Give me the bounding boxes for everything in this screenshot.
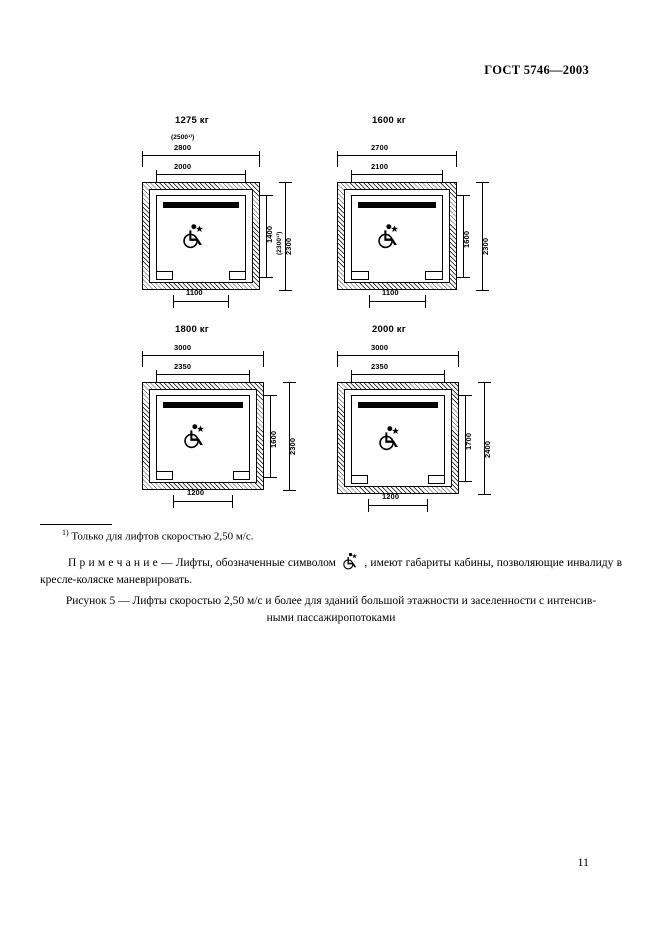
dim-top-outer-alt-1275: (2500¹⁾) bbox=[171, 134, 195, 141]
dim-tick-left-outer-1600 bbox=[337, 151, 338, 167]
door-sill-left-2000 bbox=[351, 475, 368, 484]
wheelchair-icon bbox=[181, 423, 207, 449]
dim-tick-bot-right-inner-2000 bbox=[459, 481, 472, 482]
dim-right-outer-1275: 2300 bbox=[284, 237, 293, 255]
lift-diagram-1800 bbox=[125, 317, 305, 512]
dim-right-inner-1800: 1600 bbox=[269, 430, 278, 448]
dim-line-right-outer-1800 bbox=[289, 382, 290, 490]
dim-tick-bot-right-outer-1800 bbox=[283, 490, 296, 491]
dim-top-outer-1600: 2700 bbox=[371, 143, 389, 152]
note-paragraph bbox=[40, 552, 622, 590]
wheelchair-icon bbox=[375, 223, 401, 249]
dim-line-top-outer-1800 bbox=[142, 355, 264, 356]
door-opening-1800 bbox=[173, 473, 233, 478]
dim-line-bottom-2000 bbox=[368, 505, 428, 506]
dim-tick-bot-right-outer-1275 bbox=[279, 290, 292, 291]
figure-caption-line2: ными пассажиропотоками bbox=[266, 611, 396, 624]
dim-tick-left-outer-2000 bbox=[337, 351, 338, 367]
footnote-text: Только для лифтов скоростью 2,50 м/с. bbox=[71, 530, 254, 543]
dim-tick-top-right-inner-1275 bbox=[260, 195, 273, 196]
dim-top-inner-1800: 2350 bbox=[174, 362, 192, 371]
dim-tick-right-bottom-2000 bbox=[427, 499, 428, 512]
page-number: 11 bbox=[577, 855, 589, 869]
dim-tick-left-outer-1275 bbox=[142, 151, 143, 167]
dim-top-outer-1800: 3000 bbox=[174, 343, 192, 352]
note-text-after: , имеют габариты кабины, позволяющие инвалиду в кресле-коляске маневрировать. bbox=[40, 557, 623, 587]
dim-tick-left-bottom-1800 bbox=[173, 495, 174, 508]
figure-caption-line1: Рисунок 5 — Лифты скоростью 2,50 м/с и более для зданий большой этажности и заселенности с интенсив- bbox=[65, 595, 597, 607]
wheelchair-icon bbox=[180, 223, 206, 249]
dim-tick-right-outer-1800 bbox=[263, 351, 264, 367]
dim-bottom-2000: 1200 bbox=[382, 492, 400, 501]
dim-right-inner-1600: 1600 bbox=[462, 230, 471, 248]
dim-tick-right-outer-2000 bbox=[458, 351, 459, 367]
footnote-divider bbox=[40, 524, 112, 525]
lift-diagram-2000 bbox=[320, 317, 500, 512]
dim-tick-right-bottom-1800 bbox=[232, 495, 233, 508]
footnote-marker: 1) bbox=[62, 528, 69, 537]
dim-line-top-inner-2000 bbox=[351, 374, 445, 375]
footnote bbox=[62, 528, 253, 543]
dim-line-top-inner-1275 bbox=[156, 174, 246, 175]
dim-line-top-outer-1600 bbox=[337, 155, 457, 156]
door-sill-right-2000 bbox=[428, 475, 445, 484]
dim-tick-left-bottom-2000 bbox=[368, 499, 369, 512]
dim-line-top-outer-1275 bbox=[142, 155, 260, 156]
capacity-label-2000: 2000 кг bbox=[372, 324, 406, 335]
dim-tick-top-right-inner-1800 bbox=[264, 395, 277, 396]
note-label: П р и м е ч а н и е bbox=[68, 557, 158, 569]
dim-line-bottom-1600 bbox=[369, 301, 426, 302]
dim-tick-top-right-outer-1800 bbox=[283, 382, 296, 383]
dim-top-inner-1600: 2100 bbox=[371, 162, 389, 171]
door-sill-left-1800 bbox=[156, 471, 173, 480]
dim-right-outer-2000: 2400 bbox=[483, 440, 492, 458]
dim-tick-left-outer-1800 bbox=[142, 351, 143, 367]
dim-tick-top-right-outer-2000 bbox=[478, 382, 491, 383]
lift-diagram-1600 bbox=[320, 105, 500, 310]
wheelchair-icon bbox=[376, 425, 402, 451]
door-opening-1600 bbox=[369, 273, 426, 278]
dim-line-bottom-1800 bbox=[173, 501, 233, 502]
dim-tick-bot-right-outer-1600 bbox=[476, 290, 489, 291]
dim-tick-top-right-inner-2000 bbox=[459, 395, 472, 396]
dim-right-outer-1800: 2300 bbox=[288, 437, 297, 455]
dim-bottom-1275: 1100 bbox=[186, 288, 203, 297]
dim-tick-bot-right-outer-2000 bbox=[478, 494, 491, 495]
dim-right-outer-1600: 2300 bbox=[481, 237, 490, 255]
dim-line-right-outer-1275 bbox=[285, 182, 286, 290]
cabin-rear-wall-1275 bbox=[163, 202, 239, 208]
dim-line-top-outer-2000 bbox=[337, 355, 459, 356]
dim-top-outer-2000: 3000 bbox=[371, 343, 389, 352]
dim-right-inner-2000: 1700 bbox=[464, 432, 473, 450]
dim-line-bottom-1275 bbox=[173, 301, 229, 302]
capacity-label-1275: 1275 кг bbox=[175, 115, 209, 126]
dim-line-right-outer-2000 bbox=[484, 382, 485, 494]
door-sill-right-1600 bbox=[425, 271, 443, 280]
dim-top-outer-1275: 2800 bbox=[174, 143, 192, 152]
dim-tick-left-bottom-1275 bbox=[173, 295, 174, 308]
dim-bottom-1800: 1200 bbox=[187, 488, 205, 497]
dim-right-inner-alt-1275: (2300¹⁾) bbox=[276, 231, 283, 255]
wheelchair-icon bbox=[341, 552, 359, 570]
dim-top-inner-2000: 2350 bbox=[371, 362, 389, 371]
door-opening-1275 bbox=[173, 273, 229, 278]
door-opening-2000 bbox=[368, 477, 428, 482]
door-sill-right-1800 bbox=[233, 471, 250, 480]
note-text-before: — Лифты, обозначенные символом bbox=[160, 557, 336, 569]
cabin-rear-wall-1600 bbox=[358, 202, 436, 208]
dim-tick-right-outer-1275 bbox=[259, 151, 260, 167]
dim-line-top-inner-1800 bbox=[156, 374, 250, 375]
lift-diagram-1275 bbox=[125, 105, 305, 310]
figure-5 bbox=[0, 105, 661, 515]
door-sill-right-1275 bbox=[229, 271, 246, 280]
dim-tick-bot-right-inner-1800 bbox=[264, 477, 277, 478]
dim-right-inner-1275: 1400 bbox=[265, 225, 274, 243]
door-sill-left-1600 bbox=[351, 271, 369, 280]
dim-tick-right-bottom-1275 bbox=[228, 295, 229, 308]
figure-caption bbox=[40, 593, 622, 626]
dim-tick-top-right-outer-1275 bbox=[279, 182, 292, 183]
dim-bottom-1600: 1100 bbox=[382, 288, 399, 297]
dim-top-inner-1275: 2000 bbox=[174, 162, 192, 171]
dim-tick-top-right-outer-1600 bbox=[476, 182, 489, 183]
capacity-label-1600: 1600 кг bbox=[372, 115, 406, 126]
dim-line-right-outer-1600 bbox=[482, 182, 483, 290]
dim-tick-bot-right-inner-1275 bbox=[260, 277, 273, 278]
dim-tick-bot-right-inner-1600 bbox=[457, 277, 470, 278]
standard-header: ГОСТ 5746—2003 bbox=[484, 63, 589, 77]
door-sill-left-1275 bbox=[156, 271, 173, 280]
dim-tick-right-bottom-1600 bbox=[425, 295, 426, 308]
dim-tick-left-bottom-1600 bbox=[369, 295, 370, 308]
capacity-label-1800: 1800 кг bbox=[175, 324, 209, 335]
dim-tick-top-right-inner-1600 bbox=[457, 195, 470, 196]
dim-line-top-inner-1600 bbox=[351, 174, 443, 175]
cabin-rear-wall-2000 bbox=[358, 402, 438, 408]
cabin-rear-wall-1800 bbox=[163, 402, 243, 408]
dim-tick-right-outer-1600 bbox=[456, 151, 457, 167]
